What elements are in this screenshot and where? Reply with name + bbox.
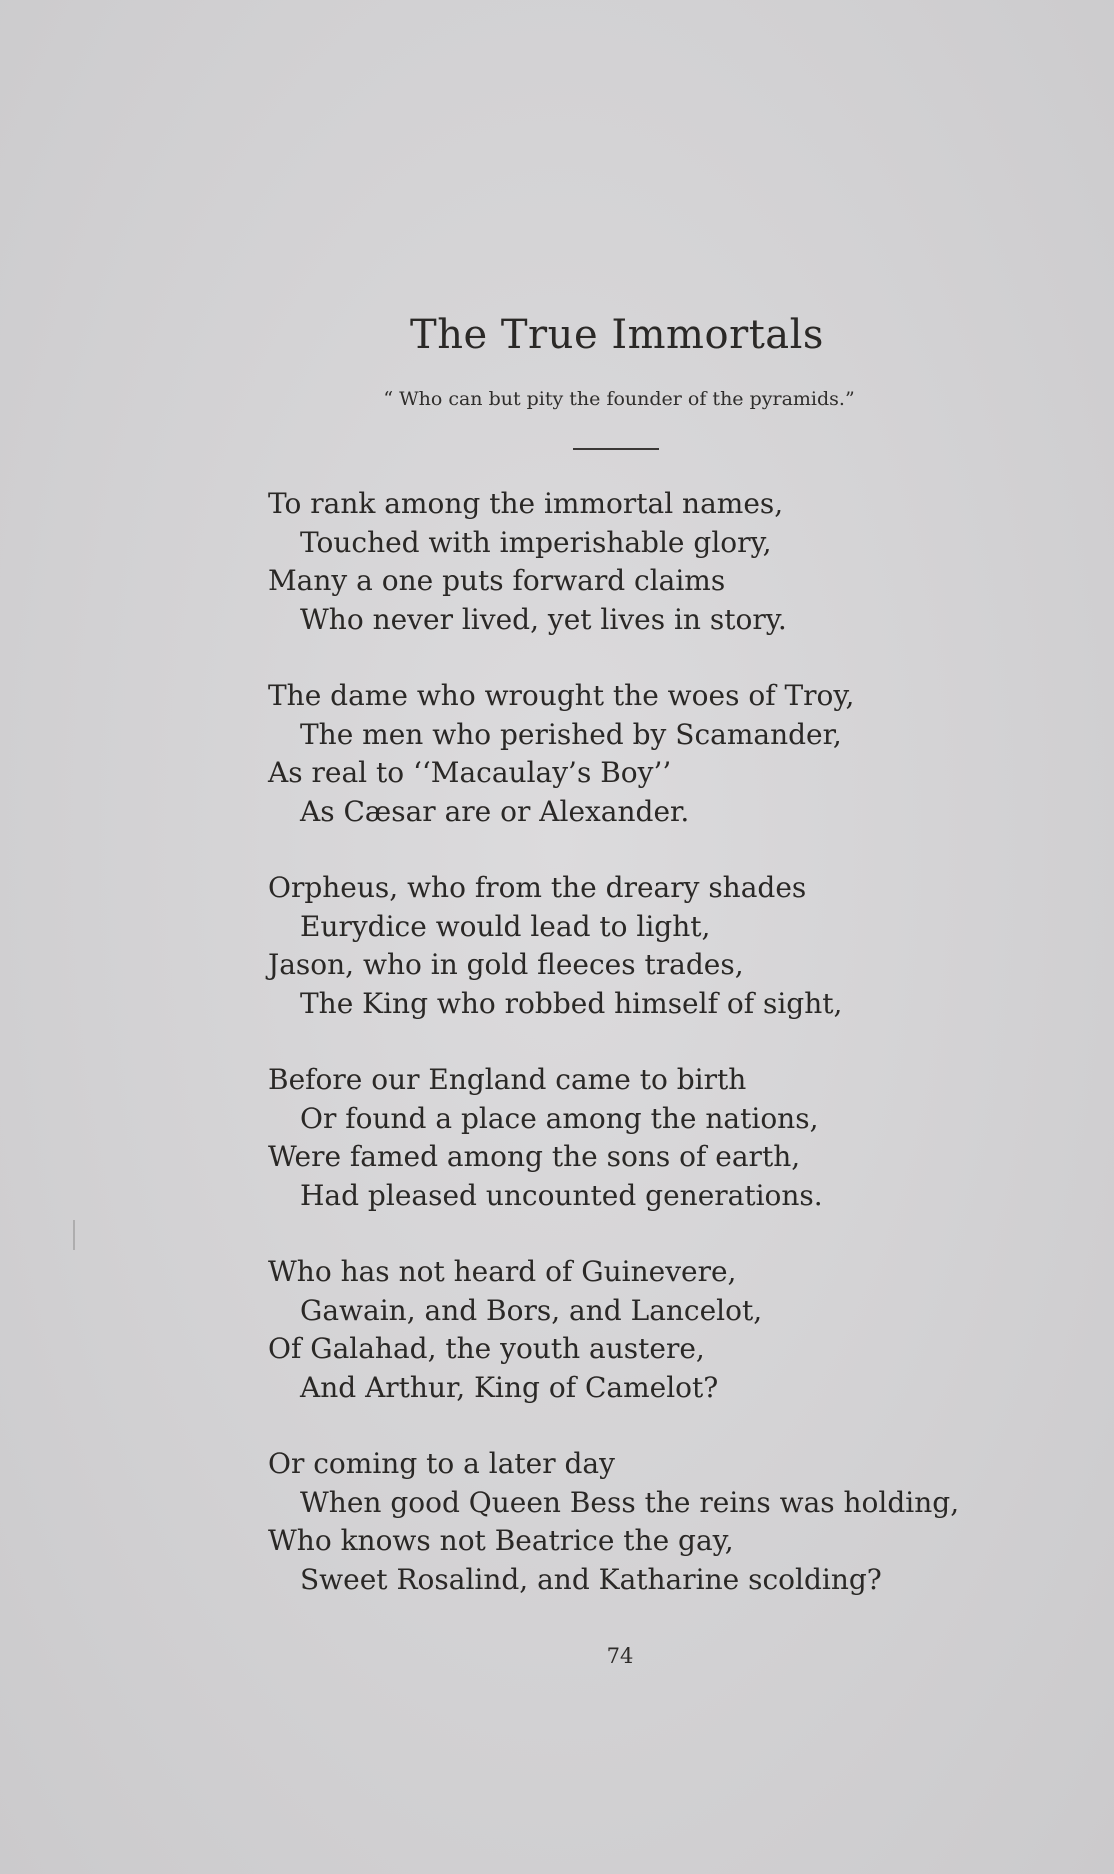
poem-title: The True Immortals [410,312,824,358]
poem-line: Jason, who in gold fleeces trades, [268,948,744,981]
poem-line: Who knows not Beatrice the gay, [268,1524,734,1557]
poem-line: Or found a place among the nations, [300,1101,819,1135]
stanza [268,1253,1088,1407]
poem-line: Who never lived, yet lives in story. [300,602,787,636]
poem-line: Orpheus, who from the dreary shades [268,871,807,904]
poem-line: And Arthur, King of Camelot? [300,1370,719,1404]
poem-body [268,485,1088,1637]
poem-line: Sweet Rosalind, and Katharine scolding? [300,1562,882,1596]
poem-line: Touched with imperishable glory, [300,525,772,559]
poem-line: The King who robbed himself of sight, [300,986,843,1020]
stanza [268,677,1088,831]
stanza [268,1061,1088,1215]
stanza [268,1445,1088,1599]
poem-line: Who has not heard of Guinevere, [268,1255,737,1288]
poem-line: As real to ‘‘Macaulay’s Boy’’ [268,756,672,789]
page-number: 74 [606,1644,634,1668]
epigraph: “ Who can but pity the founder of the pyramids.” [383,388,855,410]
poem-line: Were famed among the sons of earth, [268,1140,801,1173]
poem-line: The dame who wrought the woes of Troy, [268,679,855,712]
poem-line: Before our England came to birth [268,1063,747,1096]
paper-mark [73,1220,75,1250]
poem-line: Had pleased uncounted generations. [300,1178,823,1212]
stanza [268,485,1088,639]
poem-line: Of Galahad, the youth austere, [268,1332,705,1365]
title-divider [573,448,659,450]
poem-line: Or coming to a later day [268,1447,615,1480]
poem-line: When good Queen Bess the reins was holding, [300,1485,960,1519]
poem-line: Many a one puts forward claims [268,564,726,597]
poem-line: Eurydice would lead to light, [300,909,711,943]
poem-line: To rank among the immortal names, [268,487,784,520]
poem-line: Gawain, and Bors, and Lancelot, [300,1293,763,1327]
poem-line: The men who perished by Scamander, [300,717,842,751]
poem-line: As Cæsar are or Alexander. [300,794,690,828]
stanza [268,869,1088,1023]
